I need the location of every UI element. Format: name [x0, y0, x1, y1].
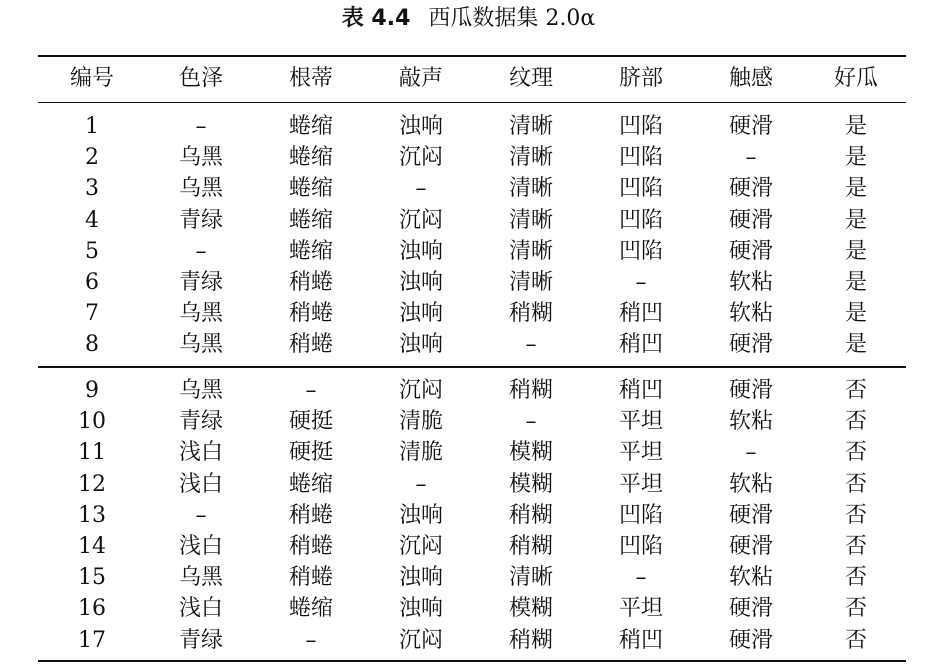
table-cell: 清晰: [508, 114, 553, 139]
table-cell: –: [195, 114, 207, 139]
table-cell: 硬滑: [728, 176, 773, 202]
table-cell: 浅白: [178, 596, 223, 622]
table-cell: 硬滑: [728, 378, 773, 403]
table-cell: 模糊: [508, 471, 553, 497]
table-cell: 凹陷: [618, 145, 663, 171]
table-cell: 否: [844, 409, 867, 435]
table-cell: 稍糊: [508, 301, 553, 327]
table-cell: 沉闷: [398, 378, 443, 403]
table-cell: 蜷缩: [288, 596, 333, 622]
table-cell: 6: [85, 270, 99, 296]
table-cell: 浅白: [178, 471, 223, 497]
table-row: [38, 375, 906, 406]
header-touch: 触感: [728, 66, 773, 91]
table-cell: 稍糊: [508, 534, 553, 560]
table-cell: 8: [85, 332, 99, 358]
table-cell: 否: [844, 565, 867, 591]
table-cell: 是: [844, 207, 867, 233]
table-cell: 硬挺: [288, 440, 333, 466]
table-cell: 青绿: [178, 627, 223, 653]
table-row: [38, 437, 906, 468]
table-cell: 否: [844, 596, 867, 622]
table-cell: 硬滑: [728, 596, 773, 622]
table-cell: 浊响: [398, 114, 443, 139]
table-cell: 浊响: [398, 565, 443, 591]
table-cell: 软粘: [728, 409, 773, 435]
header-color: 色泽: [178, 66, 223, 91]
table-cell: 浊响: [398, 301, 443, 327]
table-header: [38, 61, 906, 97]
table-cell: 否: [844, 534, 867, 560]
table-cell: 14: [78, 534, 106, 560]
table-cell: 模糊: [508, 440, 553, 466]
table-cell: 硬滑: [728, 114, 773, 139]
table-cell: 凹陷: [618, 207, 663, 233]
table-cell: 平坦: [618, 409, 663, 435]
header-navel: 脐部: [618, 66, 663, 91]
table-cell: 青绿: [178, 409, 223, 435]
table-cell: 凹陷: [618, 176, 663, 202]
table-cell: 浅白: [178, 440, 223, 466]
header-id: 编号: [69, 66, 114, 91]
table-cell: 凹陷: [618, 238, 663, 264]
table-cell: 平坦: [618, 440, 663, 466]
table-cell: 稍蜷: [288, 270, 333, 296]
table-cell: 软粘: [728, 301, 773, 327]
table-cell: 5: [85, 238, 99, 264]
table-row: [38, 142, 906, 173]
table-cell: 12: [78, 471, 106, 497]
table-cell: 沉闷: [398, 534, 443, 560]
table-cell: 平坦: [618, 596, 663, 622]
table-cell: 清晰: [508, 565, 553, 591]
table-row: [38, 173, 906, 204]
table-row: [38, 329, 906, 360]
table-cell: 平坦: [618, 471, 663, 497]
table-cell: 稍蜷: [288, 332, 333, 358]
table-row: [38, 236, 906, 267]
table-cell: 否: [844, 440, 867, 466]
table-body-negative: [38, 375, 906, 656]
table-cell: –: [525, 409, 537, 435]
table-cell: –: [525, 332, 537, 358]
table-cell: 蜷缩: [288, 471, 333, 497]
table-cell: 硬滑: [728, 238, 773, 264]
table-cell: 否: [844, 378, 867, 403]
table-cell: 浊响: [398, 270, 443, 296]
table-cell: 9: [85, 378, 99, 403]
header-rule: [38, 102, 906, 103]
table-cell: 2: [85, 145, 99, 171]
table-cell: 乌黑: [178, 332, 223, 358]
table-cell: 否: [844, 502, 867, 528]
header-row: [38, 61, 906, 97]
header-sound: 敲声: [398, 66, 443, 91]
table-cell: 是: [844, 176, 867, 202]
table-cell: –: [415, 176, 427, 202]
table-cell: 清晰: [508, 270, 553, 296]
table-cell: 否: [844, 471, 867, 497]
table-cell: 清脆: [398, 409, 443, 435]
table-cell: 模糊: [508, 596, 553, 622]
table-cell: –: [745, 145, 757, 171]
table-cell: 是: [844, 145, 867, 171]
table-cell: 稍凹: [618, 378, 663, 403]
table-cell: 15: [78, 565, 106, 591]
table-cell: 蜷缩: [288, 114, 333, 139]
table-cell: 乌黑: [178, 176, 223, 202]
table-cell: –: [745, 440, 757, 466]
table-row: [38, 469, 906, 500]
table-row: [38, 562, 906, 593]
table-cell: 软粘: [728, 565, 773, 591]
table-row: [38, 267, 906, 298]
table-cell: 17: [78, 627, 106, 653]
table-cell: 是: [844, 114, 867, 139]
table-cell: 乌黑: [178, 565, 223, 591]
table-cell: 凹陷: [618, 534, 663, 560]
table-cell: 沉闷: [398, 207, 443, 233]
table-cell: 硬滑: [728, 207, 773, 233]
table-title: 西瓜数据集 2.0α: [428, 6, 596, 31]
table-cell: 浊响: [398, 238, 443, 264]
table-cell: 稍糊: [508, 627, 553, 653]
table-cell: 稍蜷: [288, 301, 333, 327]
table-body-positive: [38, 111, 906, 361]
table-cell: 稍糊: [508, 502, 553, 528]
table-cell: 稍蜷: [288, 534, 333, 560]
table-cell: 稍凹: [618, 301, 663, 327]
table-cell: 浊响: [398, 332, 443, 358]
table-cell: 软粘: [728, 270, 773, 296]
table-cell: 4: [85, 207, 99, 233]
table-cell: 3: [85, 176, 99, 202]
table-cell: –: [635, 565, 647, 591]
table-row: [38, 111, 906, 142]
table-cell: 稍糊: [508, 378, 553, 403]
table-cell: 是: [844, 301, 867, 327]
table-cell: 清晰: [508, 145, 553, 171]
table-row: [38, 531, 906, 562]
table-cell: 乌黑: [178, 145, 223, 171]
table-cell: 硬滑: [728, 534, 773, 560]
table-cell: 硬滑: [728, 332, 773, 358]
table-cell: 清晰: [508, 207, 553, 233]
table-cell: 凹陷: [618, 502, 663, 528]
table-cell: 乌黑: [178, 301, 223, 327]
header-root: 根蒂: [288, 66, 333, 91]
table-cell: 13: [78, 502, 106, 528]
table-row: [38, 500, 906, 531]
table-cell: 16: [78, 596, 106, 622]
table-cell: 蜷缩: [288, 145, 333, 171]
table-cell: 蜷缩: [288, 207, 333, 233]
table-cell: 11: [78, 440, 106, 466]
table-cell: –: [305, 378, 317, 403]
table-cell: 10: [78, 409, 106, 435]
table-cell: 1: [85, 114, 99, 139]
top-rule: [38, 55, 906, 57]
table-cell: 青绿: [178, 207, 223, 233]
table-cell: 凹陷: [618, 114, 663, 139]
header-texture: 纹理: [508, 66, 553, 91]
table-cell: 否: [844, 627, 867, 653]
table-cell: 乌黑: [178, 378, 223, 403]
table-row: [38, 406, 906, 437]
table-cell: –: [195, 502, 207, 528]
table-cell: 稍凹: [618, 627, 663, 653]
table-cell: 稍蜷: [288, 502, 333, 528]
bottom-rule: [38, 660, 906, 662]
table-cell: –: [195, 238, 207, 264]
table-cell: 稍凹: [618, 332, 663, 358]
table-number: 表 4.4: [341, 6, 411, 31]
table-cell: –: [415, 471, 427, 497]
table-cell: 是: [844, 270, 867, 296]
table-row: [38, 593, 906, 624]
table-cell: 稍蜷: [288, 565, 333, 591]
table-caption: [0, 5, 937, 33]
table-cell: 蜷缩: [288, 176, 333, 202]
table-cell: 硬滑: [728, 627, 773, 653]
table-cell: 是: [844, 332, 867, 358]
table-row: [38, 625, 906, 656]
table-cell: 浊响: [398, 502, 443, 528]
table-cell: 清晰: [508, 176, 553, 202]
table-cell: 青绿: [178, 270, 223, 296]
table-cell: 浊响: [398, 596, 443, 622]
header-label: 好瓜: [833, 66, 878, 91]
table-cell: 清晰: [508, 238, 553, 264]
table-cell: 沉闷: [398, 627, 443, 653]
table-cell: 沉闷: [398, 145, 443, 171]
table-cell: 硬滑: [728, 502, 773, 528]
table-row: [38, 205, 906, 236]
table-cell: 硬挺: [288, 409, 333, 435]
table-cell: 蜷缩: [288, 238, 333, 264]
table-cell: –: [635, 270, 647, 296]
table-cell: 浅白: [178, 534, 223, 560]
table-cell: 7: [85, 301, 99, 327]
table-cell: 软粘: [728, 471, 773, 497]
group-separator-rule: [38, 366, 906, 368]
table-cell: 清脆: [398, 440, 443, 466]
table-cell: –: [305, 627, 317, 653]
table-cell: 是: [844, 238, 867, 264]
table-row: [38, 298, 906, 329]
